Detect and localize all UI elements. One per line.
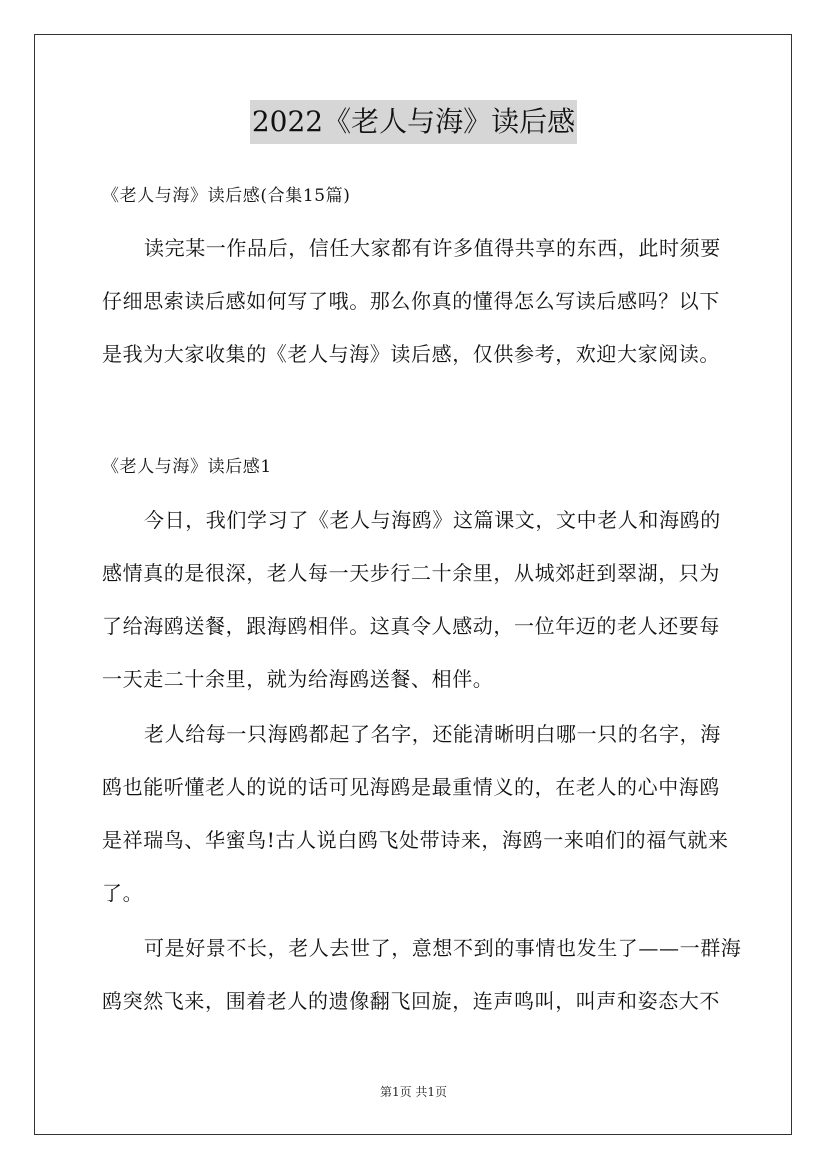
- paragraph-line: 感情真的是很深，老人每一天步行二十余里，从城郊赶到翠湖，只为: [102, 561, 720, 585]
- document-subtitle: 《老人与海》读后感(合集15篇): [102, 186, 351, 206]
- paragraph-line: 一天走二十余里，就为给海鸥送餐、相伴。: [102, 667, 494, 691]
- paragraph-line: 了给海鸥送餐，跟海鸥相伴。这真令人感动，一位年迈的老人还要每: [102, 614, 720, 638]
- paragraph-line: 了。: [102, 881, 144, 905]
- intro-line: 读完某一作品后，信任大家都有许多值得共享的东西，此时须要: [144, 236, 721, 260]
- title-wrap: [0, 100, 827, 144]
- paragraph-line: 是祥瑞鸟、华蜜鸟!古人说白鸥飞处带诗来，海鸥一来咱们的福气就来: [102, 828, 729, 852]
- paragraph-line: 老人给每一只海鸥都起了名字，还能清晰明白哪一只的名字，海: [144, 722, 721, 746]
- paragraph-line: 可是好景不长，老人去世了，意想不到的事情也发生了——一群海: [144, 936, 742, 960]
- intro-line: 是我为大家收集的《老人与海》读后感，仅供参考，欢迎大家阅读。: [102, 342, 720, 366]
- paragraph-line: 鸥突然飞来，围着老人的遗像翻飞回旋，连声鸣叫，叫声和姿态大不: [102, 989, 720, 1013]
- page-footer: 第1页 共1页: [379, 1085, 448, 1099]
- paragraph-line: 鸥也能听懂老人的说的话可见海鸥是最重情义的，在老人的心中海鸥: [102, 775, 720, 799]
- paragraph-line: 今日，我们学习了《老人与海鸥》这篇课文，文中老人和海鸥的: [144, 508, 721, 532]
- intro-line: 仔细思索读后感如何写了哦。那么你真的懂得怎么写读后感吗？以下: [102, 289, 720, 313]
- section-heading: 《老人与海》读后感1: [102, 457, 272, 477]
- document-title: 2022《老人与海》读后感: [250, 100, 577, 144]
